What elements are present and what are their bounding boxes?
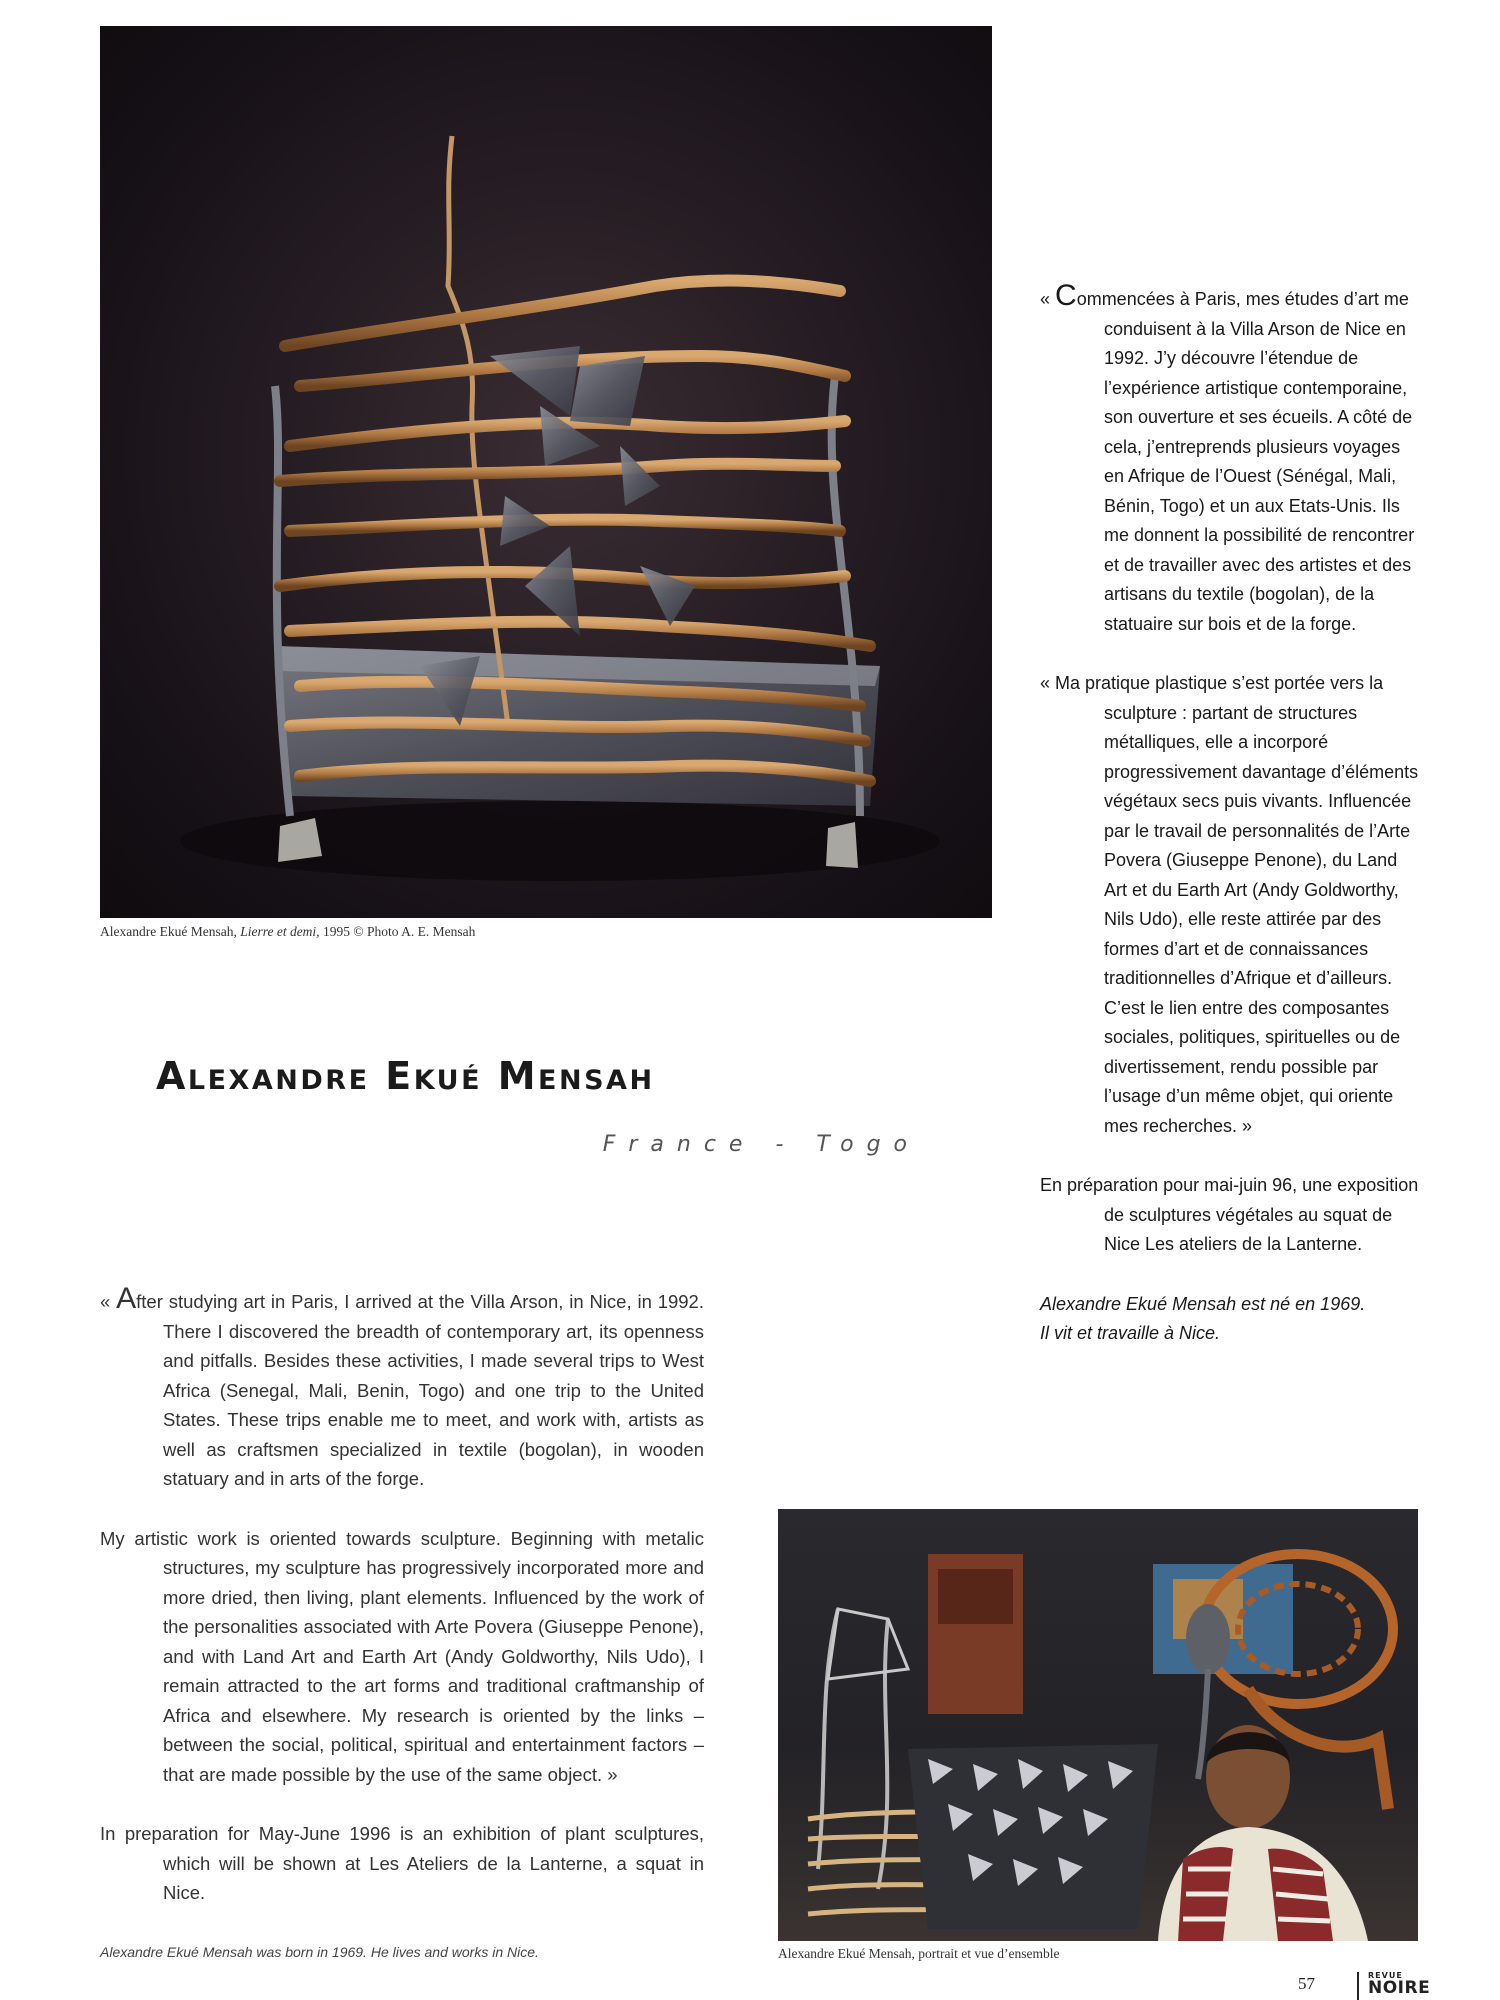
bio-line-1: Alexandre Ekué Mensah est né en 1969. (1040, 1293, 1366, 1314)
dropcap: A (116, 1282, 137, 1315)
caption-work-title: Lierre et demi, (240, 924, 320, 939)
english-column (100, 1282, 704, 1997)
dropcap: C (1055, 279, 1077, 312)
sculpture-illustration (100, 26, 992, 918)
open-quote: « (100, 1291, 117, 1312)
caption-artist: Alexandre Ekué Mensah, (100, 924, 237, 939)
portrait-illustration (778, 1509, 1418, 1941)
folio-divider (1357, 1972, 1359, 2000)
english-paragraph-1 (100, 1282, 704, 1494)
french-bio (1040, 1290, 1420, 1349)
page-number: 57 (1298, 1974, 1315, 1993)
english-paragraph-3: In preparation for May-June 1996 is an exhibition of plant sculptures, which will be shown at Les Ateliers de la Lanterne, a squat in Nice. (100, 1823, 704, 1903)
logo-bottom-text: NOIRE (1368, 1978, 1431, 1998)
french-paragraph-2: « Ma pratique plastique s’est portée vers la sculpture : partant de structures métalliques, elle a incorporé progressivement davantage d’éléments végétaux secs puis vivants. Influencée par le travail de personnalités de l’Arte Povera (Giuseppe Penone), du Land Art et du Earth Art (Andy Goldworthy, Nils Udo), elle reste attirée par des formes d’art et de connaissances traditionnelles d’Afrique et d’ailleurs. C’est le lien entre des composantes sociales, politiques, spirituelles ou de divertissement, rendu possible par l’usage d’un même objet, qui oriente mes recherches. » (1040, 673, 1419, 1136)
artwork-photo (100, 26, 992, 918)
paragraph-text: ommencées à Paris, mes études d’art me conduisent à la Villa Arson de Nice en 1992. J’y découvre l’étendue de l’expérience artistique contemporaine, son ouverture et ses écueils. A côté de cela, j’entreprends plusieurs voyages en Afrique de l’Ouest (Sénégal, Mali, Bénin, Togo) et un aux Etats-Unis. Ils me donnent la possibilité de rencontrer et de travailler avec des artistes et des artisans du textile (bogolan), de la statuaire sur bois et de la forge. (1076, 289, 1415, 634)
bio-line-2: Il vit et travaille à Nice. (1040, 1323, 1221, 1343)
artwork-caption (100, 924, 475, 940)
magazine-logo (1368, 1971, 1431, 1998)
artist-origin: France - Togo (602, 1132, 920, 1157)
caption-credit: 1995 © Photo A. E. Mensah (322, 924, 476, 939)
logo-top-text: REVUE (1368, 1971, 1403, 1980)
english-paragraph-2: My artistic work is oriented towards sculpture. Beginning with metalic structures, my sculpture has progressively incorporated more and more dried, then living, plant elements. Influenced by the work of the personalities associated with Arte Povera (Giuseppe Penone), and with Land Art and Earth Art (Andy Goldworthy, Nils Udo), I remain attracted to the art forms and traditional craftmanship of Africa and elsewhere. My research is oriented by the links – between the social, political, spiritual and entertainment factors – that are made possible by the use of the same object. » (100, 1527, 704, 1785)
french-paragraph-1 (1040, 279, 1420, 639)
paragraph-text: fter studying art in Paris, I arrived at the Villa Arson, in Nice, in 1992. There I discovered the breadth of contemporary art, its openness and pitfalls. Besides these activities, I made several trips to West Africa (Senegal, Mali, Benin, Togo) and one trip to the United States. These trips enable me to meet, and work with, artists as well as craftsmen specialized in textile (bogolan), in wooden statuary and in arts of the forge. (136, 1291, 704, 1489)
french-paragraph-3: En préparation pour mai-juin 96, une exposition de sculptures végétales au squat de Nice Les ateliers de la Lanterne. (1040, 1175, 1419, 1254)
french-column (1040, 279, 1420, 1379)
english-bio: Alexandre Ekué Mensah was born in 1969. He lives and works in Nice. (100, 1943, 539, 1960)
portrait-caption: Alexandre Ekué Mensah, portrait et vue d’ensemble (778, 1946, 1060, 1961)
article-title: Alexandre Ekué Mensah (156, 1054, 655, 1098)
open-quote: « (1040, 289, 1056, 309)
portrait-photo (778, 1509, 1418, 1941)
